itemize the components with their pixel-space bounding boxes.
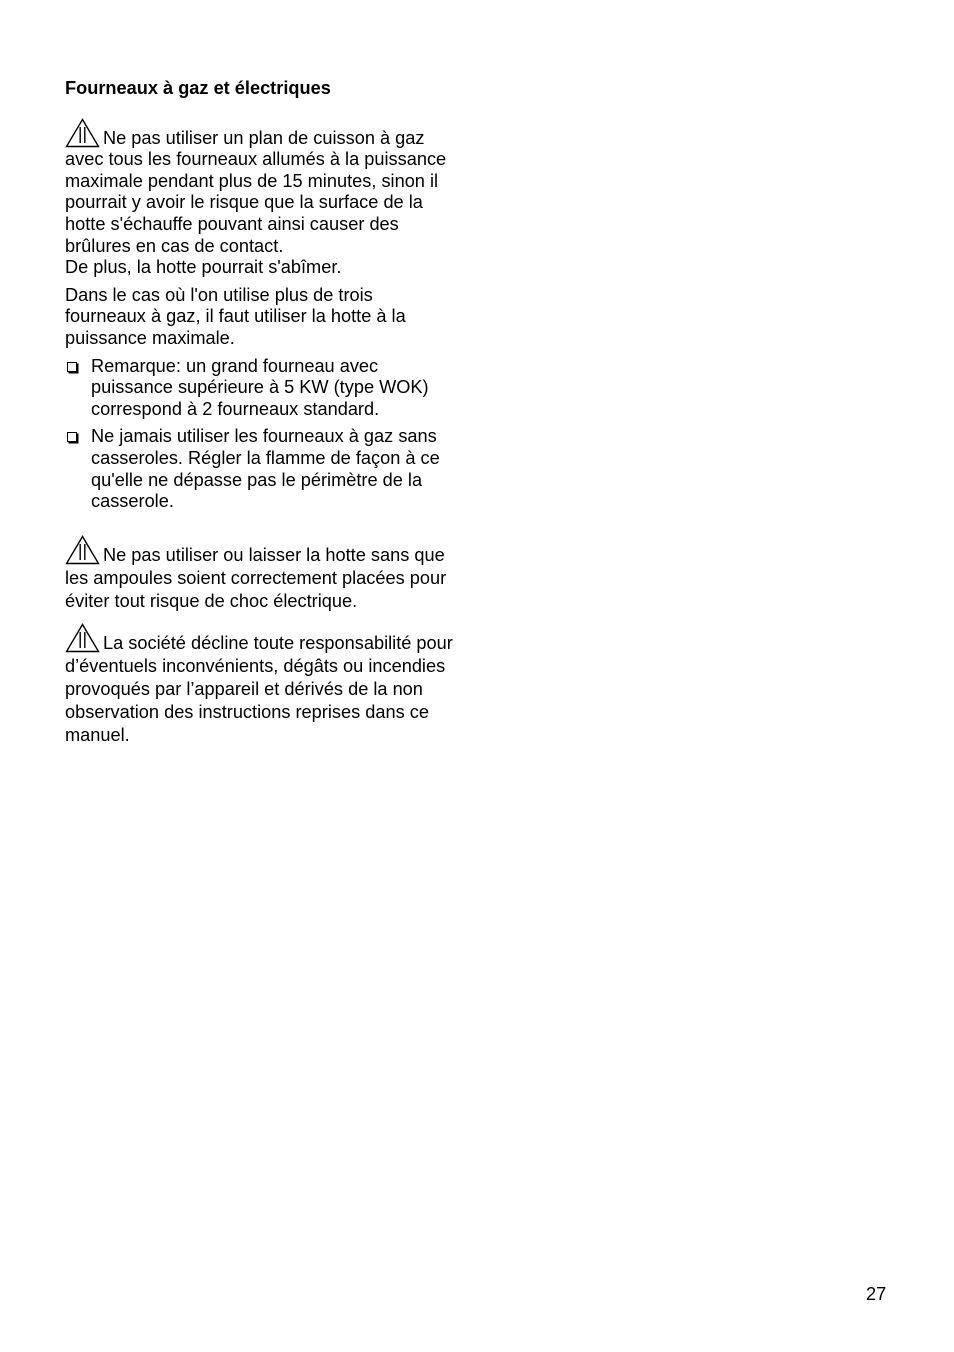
checkbox-bullet-icon [67, 432, 77, 442]
warning-2-text: Ne pas utiliser ou laisser la hotte sans que les ampoules soient correctement placées pour éviter tout risque de choc électrique. [65, 544, 447, 611]
paragraph-2: Dans le cas où l'on utilise plus de trois fourneaux à gaz, il faut utiliser la hotte à la puissance maximale. [65, 284, 406, 348]
note-list [65, 356, 457, 513]
page-number: 27 [866, 1284, 887, 1304]
list-item-text: Ne jamais utiliser les fourneaux à gaz sans casseroles. Régler la flamme de façon à ce qu'elle ne dépasse pas le périmètre de la casserole. [91, 426, 440, 512]
warning-triangle-icon [65, 623, 100, 653]
warning-paragraph-1 [65, 118, 457, 258]
list-item [65, 426, 457, 512]
section-heading: Fourneaux à gaz et électriques [65, 78, 331, 98]
main-column [65, 78, 457, 747]
warning-3-text: La société décline toute responsabilité pour d’éventuels inconvénients, dégâts ou incendies provoqués par l’appareil et dérivés de la non observation des instructions reprises dans ce manuel. [65, 632, 453, 745]
warning-triangle-icon [65, 535, 100, 565]
paragraph-1: De plus, la hotte pourrait s'abîmer. [65, 257, 342, 278]
list-item-text: Remarque: un grand fourneau avec puissance supérieure à 5 KW (type WOK) correspond à 2 fourneaux standard. [91, 355, 429, 419]
warning-triangle-icon [65, 118, 100, 148]
warning-1-text: Ne pas utiliser un plan de cuisson à gaz avec tous les fourneaux allumés à la puissance maximale pendant plus de 15 minutes, sinon il pourrait y avoir le risque que la surface de la hotte s'échauffe pouvant ainsi causer des brûlures en cas de contact. [65, 127, 447, 256]
list-item [65, 356, 457, 421]
checkbox-bullet-icon [67, 362, 77, 372]
warning-paragraph-3 [65, 623, 457, 747]
warning-paragraph-2 [65, 535, 457, 613]
